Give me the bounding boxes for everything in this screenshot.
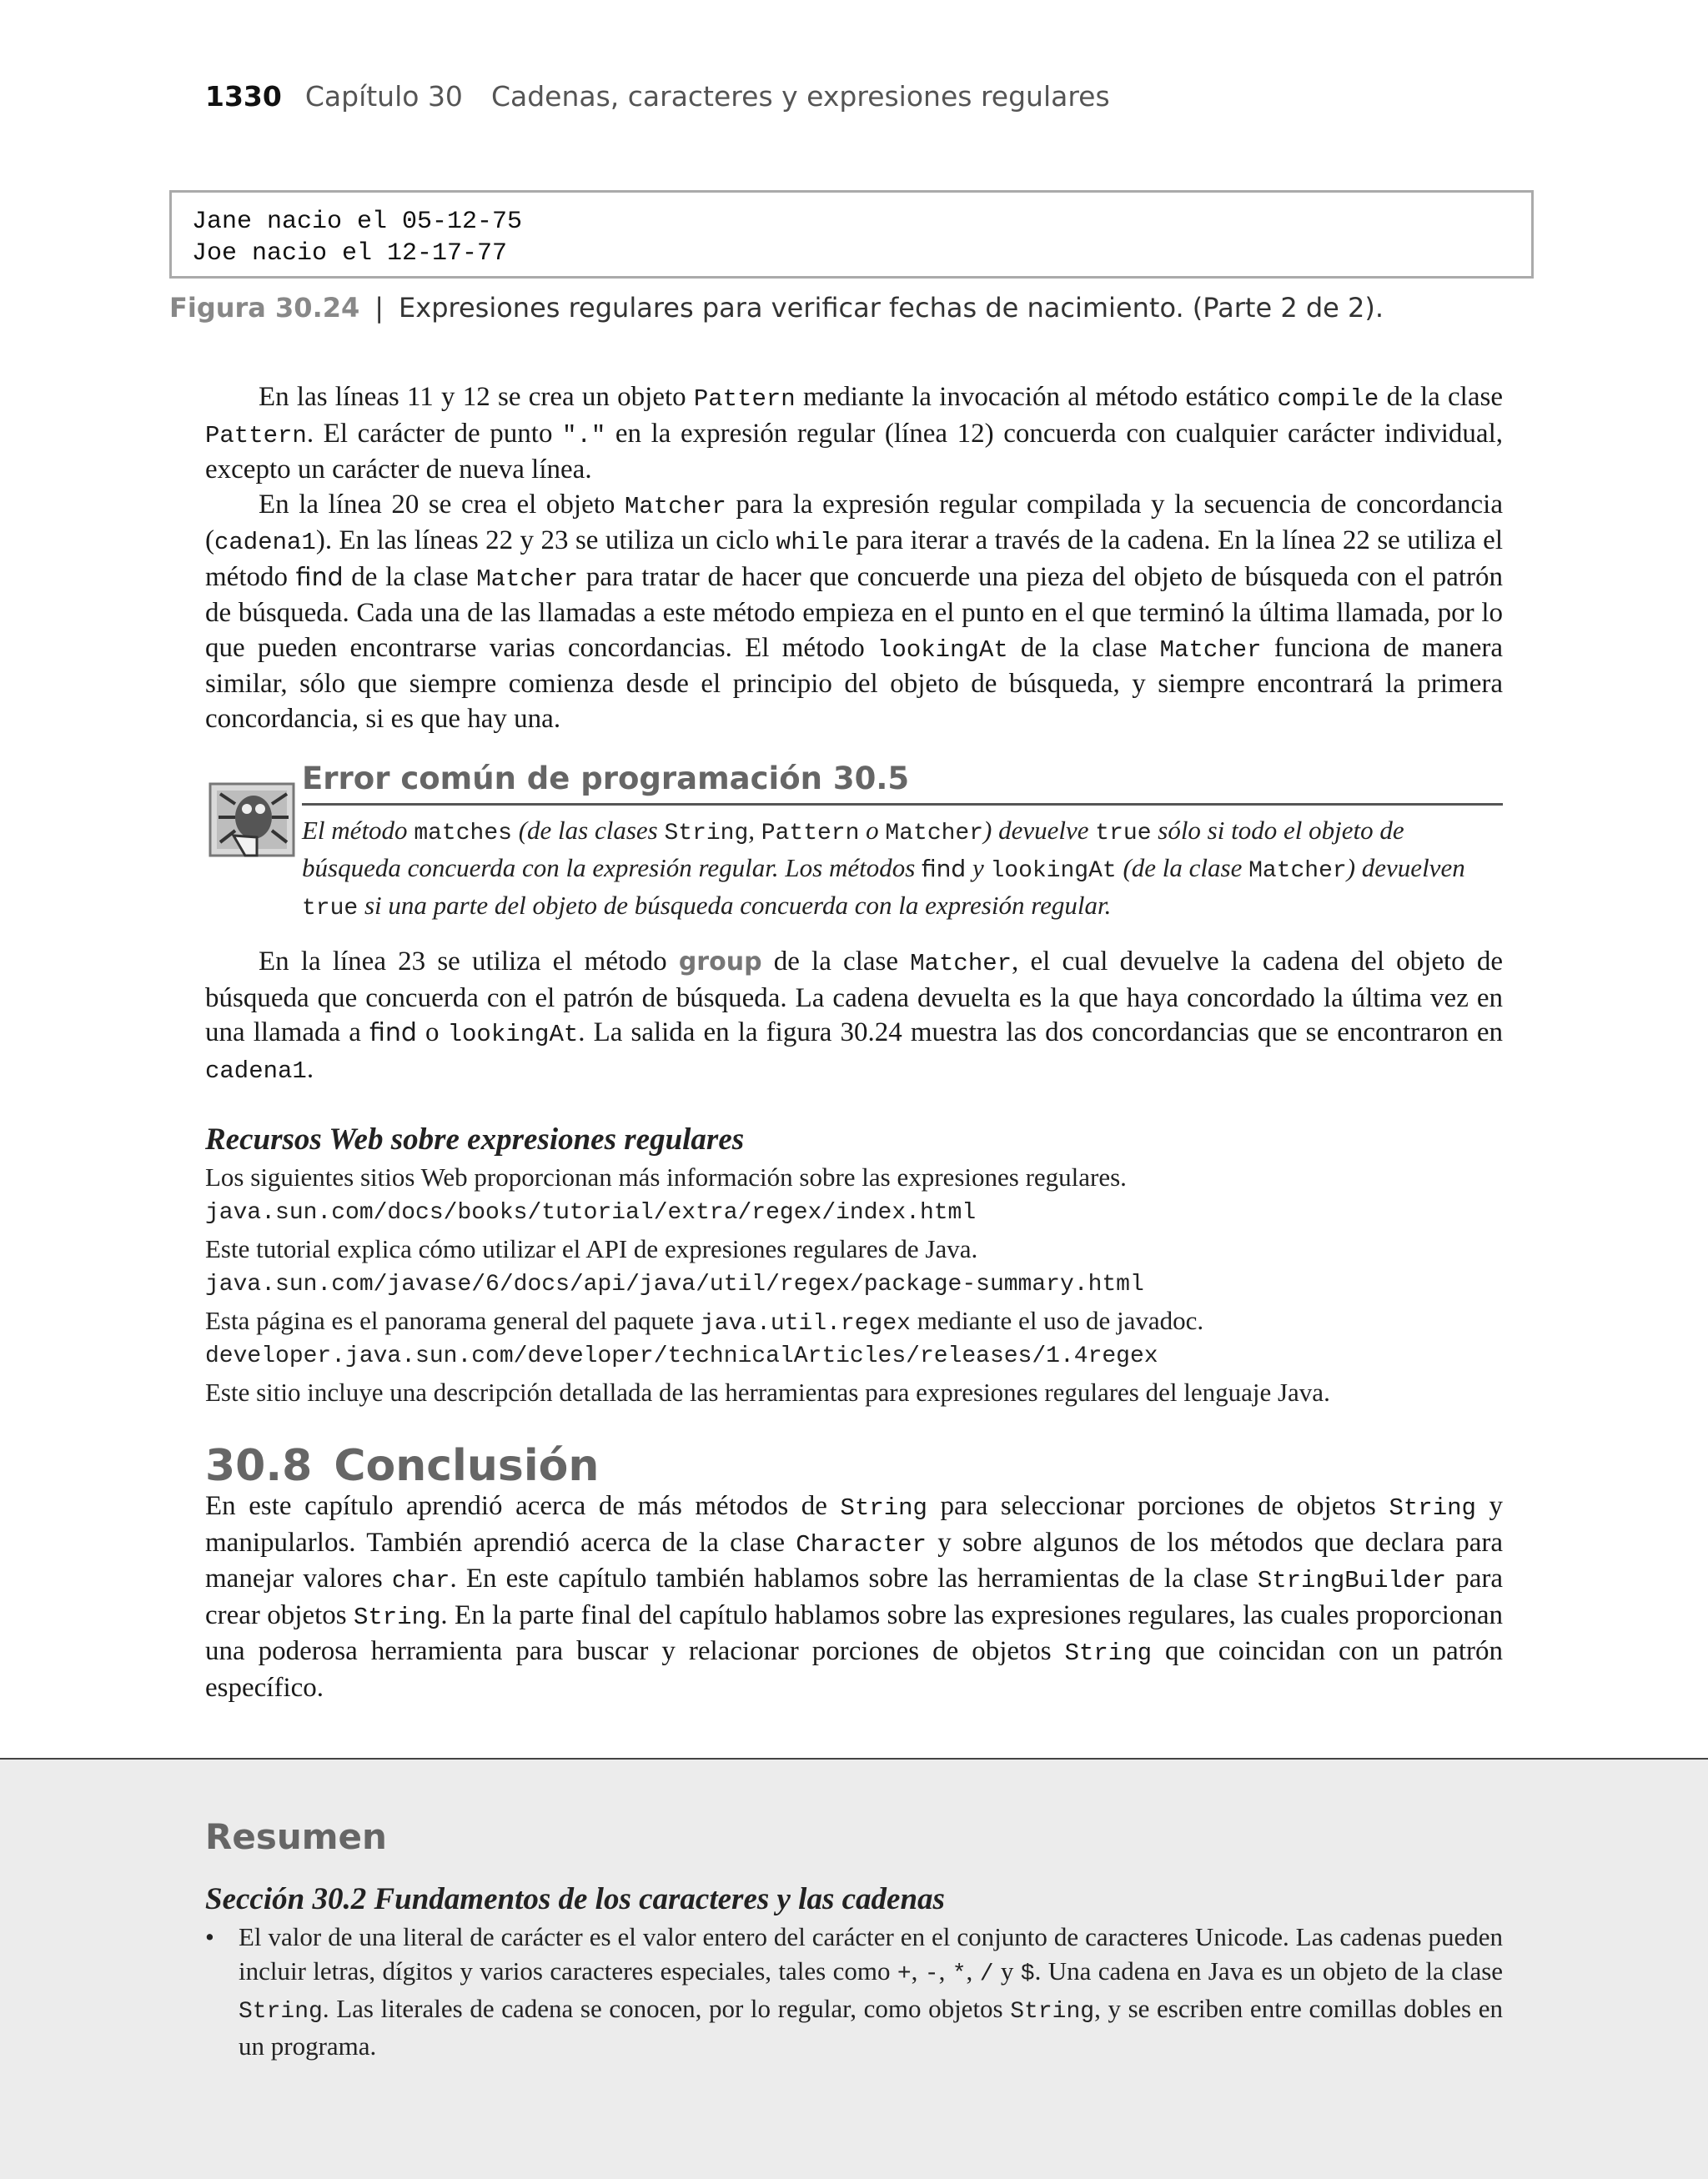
code-run: Pattern [693, 385, 796, 413]
code-run: String [354, 1603, 441, 1631]
text-run: que coincidan con un patrón específico. [205, 1636, 1503, 1703]
bullet-text [239, 1920, 1503, 2063]
text-run: y [966, 853, 991, 882]
text-run: . Una cadena en Java es un objeto de la clase [1034, 1956, 1504, 1986]
text-run: Esta página es el panorama general del paquete [205, 1306, 701, 1335]
code-run: Character [796, 1530, 927, 1559]
text-run: , [966, 1956, 980, 1986]
code-run: group [678, 947, 762, 977]
running-head [205, 80, 1110, 113]
text-run: ) devuelve [983, 816, 1096, 845]
text-run: y [993, 1956, 1021, 1986]
text-run: para la expresión regular compilada y la secuencia de concordancia ( [205, 489, 1503, 555]
text-run: de la clase [343, 561, 477, 592]
code-run: Matcher [885, 821, 984, 846]
code-run: Pattern [761, 821, 860, 846]
bug-icon [208, 776, 297, 859]
resource-description [205, 1303, 1503, 1338]
text-run: para seleccionar porciones de objetos [927, 1491, 1389, 1521]
code-run: StringBuilder [1257, 1567, 1447, 1594]
text-run: ) devuelven [1346, 853, 1465, 882]
text-run: sólo si todo el objeto de búsqueda concuerda con la expresión regular. Los métodos [302, 816, 1404, 882]
conclusion-paragraph [205, 1489, 1503, 1705]
error-box-rule [302, 803, 1503, 806]
output-line: Joe nacio el 12-17-77 [192, 239, 508, 268]
code-run: String [1389, 1494, 1476, 1522]
text-run: para tratar de hacer que concuerde una pieza del objeto de búsqueda con el patrón de búsqueda. Cada una de las llamadas a este método empieza en el punto en el que terminó la última llamada, por lo que pueden encontrarse varias concordancias. El método [205, 561, 1504, 663]
error-box-title: Error común de programación 30.5 [302, 761, 910, 796]
code-run: while [776, 529, 849, 556]
text-run: y sobre algunos de los métodos que declara para manejar valores [205, 1527, 1504, 1594]
code-run: String [1064, 1639, 1153, 1667]
paragraph-group [205, 945, 1503, 1088]
resource-link[interactable]: java.sun.com/docs/books/tutorial/extra/regex/index.html [205, 1200, 977, 1226]
text-run: . En este capítulo también hablamos sobre las herramientas de la clase [450, 1564, 1258, 1594]
resource-link[interactable]: java.sun.com/javase/6/docs/api/java/util/regex/package-summary.html [205, 1272, 1144, 1298]
code-run: Matcher [1159, 635, 1262, 664]
text-run: . [306, 1053, 314, 1084]
code-run: Matcher [1248, 858, 1347, 884]
section-title: Conclusión [334, 1441, 600, 1491]
text-run: En este capítulo aprendió acerca de más métodos de [205, 1491, 841, 1521]
output-line: Jane nacio el 05-12-75 [192, 208, 523, 236]
paragraph-pattern [205, 380, 1503, 488]
caption-text: Expresiones regulares para verificar fechas de nacimiento. (Parte 2 de 2). [399, 292, 1384, 324]
figure-caption [169, 292, 1384, 324]
text-run: o [859, 816, 886, 845]
code-run: find [922, 855, 967, 882]
code-run: - [924, 1961, 939, 1987]
code-run: find [295, 562, 344, 592]
body-paragraphs-2 [205, 945, 1503, 1088]
code-run: Matcher [910, 950, 1012, 977]
text-run: En las líneas 11 y 12 se crea un objeto [259, 382, 694, 412]
text-run: (de las clases [511, 816, 665, 845]
code-run: "." [562, 421, 606, 449]
code-run: / [979, 1961, 994, 1987]
resource-description: Este sitio incluye una descripción detallada de las herramientas para expresiones regulares del lenguaje Java. [205, 1378, 1330, 1407]
bullet-marker: • [205, 1922, 214, 1951]
text-run: funciona de manera similar, sólo que siempre comienza desde el principio del objeto de búsqueda, y siempre encontrará la primera concordancia, si es que hay una. [205, 632, 1503, 734]
text-run: ). En las líneas 22 y 23 se utiliza un ciclo [315, 525, 776, 555]
text-run: , [938, 1956, 952, 1986]
text-run: de la clase [1379, 382, 1503, 412]
code-run: java.util.regex [700, 1311, 911, 1337]
web-intro: Los siguientes sitios Web proporcionan más información sobre las expresiones regulares. [205, 1162, 1127, 1192]
caption-separator: | [374, 292, 384, 324]
code-run: char [391, 1567, 450, 1594]
code-run: cadena1 [214, 529, 316, 556]
text-run: , [748, 816, 761, 845]
summary-section-heading: Sección 30.2 Fundamentos de los caracteres y las cadenas [205, 1882, 945, 1916]
code-run: String [664, 821, 749, 846]
code-run: + [897, 1961, 912, 1987]
code-run: Matcher [476, 565, 579, 593]
text-run: para crear objetos [205, 1564, 1504, 1630]
text-run: El valor de una literal de carácter es el valor entero del carácter en el conjunto de caracteres Unicode. Las cadenas pueden incluir letras, dígitos y varios caracteres especiales, tales como [239, 1922, 1503, 1986]
code-run: String [239, 1999, 323, 2025]
code-run: lookingAt [990, 858, 1117, 884]
code-run: Pattern [205, 421, 307, 449]
web-resources-list [205, 1159, 1503, 1410]
chapter-title: Cadenas, caracteres y expresiones regulares [490, 80, 1110, 113]
summary-bullet [205, 1920, 1503, 2063]
code-run: cadena1 [205, 1057, 307, 1085]
text-run: en la expresión regular (línea 12) concuerda con cualquier carácter individual, excepto un carácter de nueva línea. [205, 418, 1503, 485]
text-run: y manipularlos. También aprendió acerca de la clase [205, 1491, 1503, 1558]
code-run: lookingAt [877, 635, 1008, 664]
code-run: find [369, 1018, 417, 1047]
text-run: . En la parte final del capítulo hablamos sobre las expresiones regulares, las cuales proporcionan una poderosa herramienta para buscar y relacionar porciones de objetos [205, 1599, 1504, 1666]
code-run: * [952, 1961, 967, 1987]
code-run: compile [1277, 385, 1379, 413]
code-run: String [840, 1494, 927, 1522]
paragraph-matcher [205, 488, 1503, 737]
text-run: mediante la invocación al método estático [795, 382, 1278, 412]
text-run: . El carácter de punto [306, 418, 563, 449]
text-run: para iterar a través de la cadena. En la línea 22 se utiliza el método [205, 525, 1503, 592]
resource-link[interactable]: developer.java.sun.com/developer/technicalArticles/releases/1.4regex [205, 1343, 1158, 1369]
code-run: true [302, 896, 359, 921]
figure-label: Figura 30.24 [169, 292, 360, 324]
section-number: 30.8 [205, 1441, 313, 1491]
code-run: String [1010, 1999, 1095, 2025]
text-run: En la línea 20 se crea el objeto [259, 489, 625, 520]
text-run: mediante el uso de javadoc. [910, 1306, 1204, 1335]
text-run: . Las literales de cadena se conocen, por lo regular, como objetos [322, 1994, 1011, 2023]
section-heading [205, 1441, 599, 1491]
code-run: $ [1020, 1961, 1035, 1987]
text-run: , y se escriben entre comillas dobles en un programa. [239, 1994, 1503, 2061]
text-run: de la clase [1007, 632, 1160, 663]
text-run: , el cual devuelve la cadena del objeto de búsqueda que concuerda con el patrón de búsqueda. La cadena devuelta es la que haya concordado la última vez en una llamada a [205, 946, 1503, 1047]
page-number: 1330 [205, 80, 282, 113]
text-run: , [911, 1956, 925, 1986]
code-run: Matcher [624, 492, 726, 520]
error-box-text [302, 813, 1503, 926]
text-run: En la línea 23 se utiliza el método [259, 946, 679, 977]
text-run: . La salida en la figura 30.24 muestra las dos concordancias que se encontraron en [578, 1017, 1504, 1047]
summary-title: Resumen [205, 1816, 387, 1857]
code-run: true [1095, 821, 1152, 846]
text-run: o [416, 1017, 448, 1047]
text-run: de la clase [761, 946, 911, 977]
text-run: si una parte del objeto de búsqueda concuerda con la expresión regular. [358, 891, 1112, 920]
text-run: El método [302, 816, 414, 845]
program-output-box [169, 190, 1534, 279]
resource-description: Este tutorial explica cómo utilizar el API de expresiones regulares de Java. [205, 1234, 978, 1263]
body-paragraphs-1 [205, 380, 1503, 736]
web-resources-heading: Recursos Web sobre expresiones regulares [205, 1122, 745, 1157]
text-run: (de la clase [1116, 853, 1249, 882]
code-run: lookingAt [447, 1021, 579, 1048]
code-run: matches [414, 821, 512, 846]
chapter-label: Capítulo 30 [304, 80, 463, 113]
